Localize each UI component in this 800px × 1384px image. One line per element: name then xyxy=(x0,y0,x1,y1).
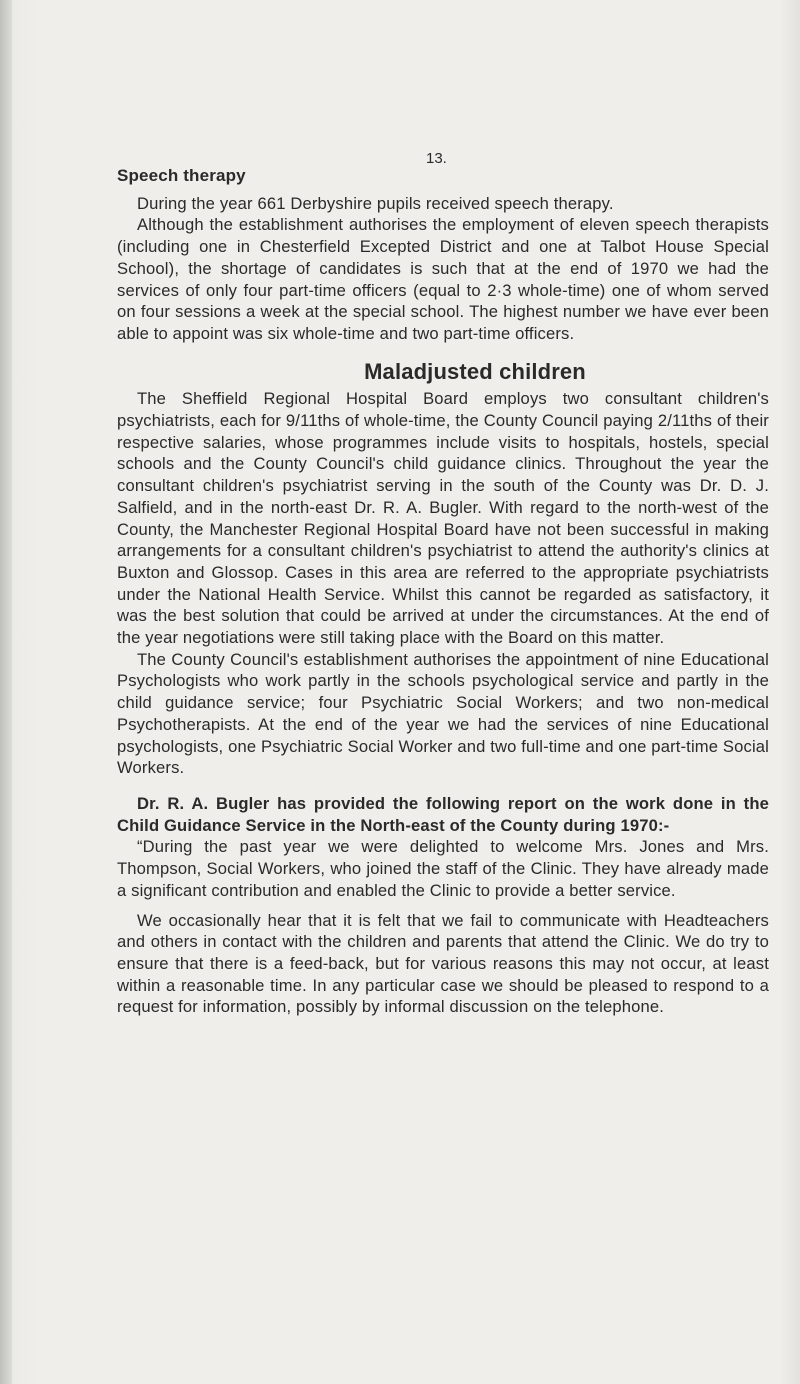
report-paragraph-1: “During the past year we were delighted to welcome Mrs. Jones and Mrs. Thompson, Social Workers, who joined the staff of the Clinic. They have already made a significant contribution and enabled the Clinic to provide a better service. xyxy=(117,837,769,900)
maladjusted-paragraph-2: The County Council's establishment authorises the appointment of nine Educational Psychologists who work partly in the schools psychological service and partly in the child guidance service; four Psychiatric Social Workers; and two non-medical Psychotherapists. At the end of the year we had the services of nine Educational psychologists, one Psychiatric Social Worker and two full-time and one part-time Social Workers. xyxy=(117,649,769,778)
speech-therapy-heading: Speech therapy xyxy=(117,166,246,185)
speech-therapy-paragraph-1: During the year 661 Derbyshire pupils received speech therapy. xyxy=(137,193,614,213)
report-paragraph-2: We occasionally hear that it is felt that we fail to communicate with Headteachers and others in contact with the children and parents that attend the Clinic. We do try to ensure that there is a feed-back, but for various reasons this may not occur, at least within a reasonable time. In any particular case we should be pleased to respond to a request for information, possibly by informal discussion on the telephone. xyxy=(117,910,769,1017)
maladjusted-children-heading: Maladjusted children xyxy=(364,358,586,384)
page-number: 13. xyxy=(426,150,447,167)
page-content xyxy=(117,150,769,1018)
page-binding-edge xyxy=(0,0,12,1384)
bugler-report-intro: Dr. R. A. Bugler has provided the following report on the work done in the Child Guidance Service in the North-east of the County during 1970:- xyxy=(117,793,769,835)
speech-therapy-paragraph-2: Although the establishment authorises the employment of eleven speech therapists (including one in Chesterfield Excepted District and one at Talbot House Special School), the shortage of candidates is such that at the end of 1970 we had the services of only four part-time officers (equal to 2·3 whole-time) one of whom served on four sessions a week at the special school. The highest number we have ever been able to appoint was six whole-time and two part-time officers. xyxy=(117,215,769,343)
maladjusted-paragraph-1: The Sheffield Regional Hospital Board employs two consultant children's psychiatrists, each for 9/11ths of whole-time, the County Council paying 2/11ths of their respective salaries, whose programmes include visits to hospitals, hostels, special schools and the County Council's child guidance clinics. Throughout the year the consultant children's psychiatrist serving in the south of the County was Dr. D. J. Salfield, and in the north-east Dr. R. A. Bugler. With regard to the north-west of the County, the Manchester Regional Hospital Board have not been successful in making arrangements for a consultant children's psychiatrist to attend the authority's clinics at Buxton and Glossop. Cases in this area are referred to the appropriate psychiatrists under the National Health Service. Whilst this cannot be regarded as satisfactory, it was the best solution that could be arrived at under the circumstances. At the end of the year negotiations were still taking place with the Board on this matter. xyxy=(117,389,769,648)
